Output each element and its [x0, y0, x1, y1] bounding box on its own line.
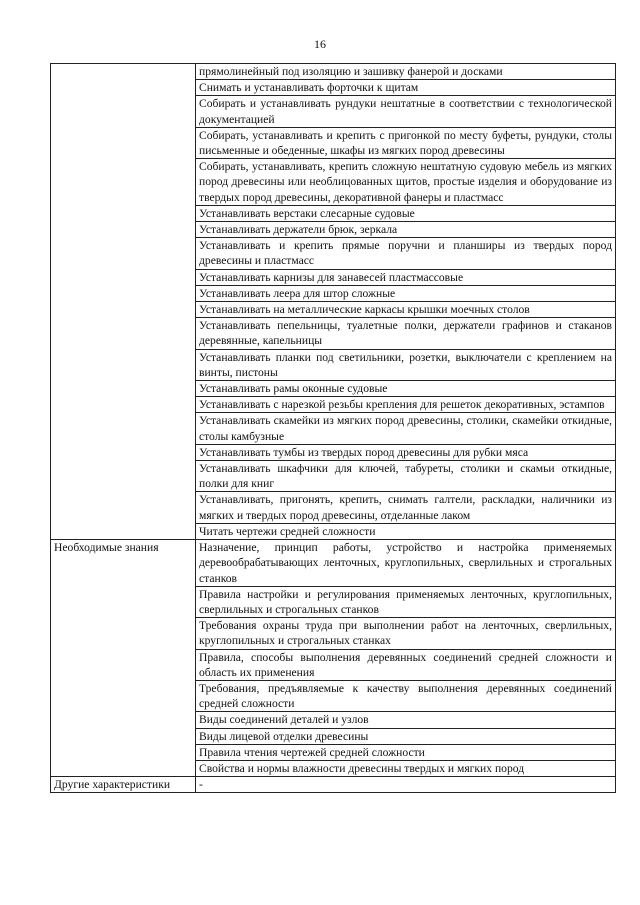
requirement-item: прямолинейный под изоляцию и зашивку фанерой и досками	[196, 64, 616, 80]
requirement-item: Правила, способы выполнения деревянных соединений средней сложности и область их применения	[196, 649, 616, 680]
requirement-item: Устанавливать держатели брюк, зеркала	[196, 222, 616, 238]
requirement-item: Устанавливать пепельницы, туалетные полки, держатели графинов и стаканов деревянные, капельницы	[196, 318, 616, 349]
requirement-item: Устанавливать верстаки слесарные судовые	[196, 205, 616, 221]
requirement-item: Устанавливать шкафчики для ключей, табуреты, столики и скамьи откидные, полки для книг	[196, 461, 616, 492]
requirement-item: Устанавливать карнизы для занавесей пластмассовые	[196, 269, 616, 285]
table-row	[51, 777, 616, 793]
requirement-item: Устанавливать на металлические каркасы крышки моечных столов	[196, 302, 616, 318]
requirement-item: Назначение, принцип работы, устройство и настройка применяемых деревообрабатывающих ленточных, круглопильных, сверлильных и строгальных станков	[196, 540, 616, 587]
requirement-item: Правила настройки и регулирования применяемых ленточных, круглопильных, сверлильных и строгальных станков	[196, 586, 616, 617]
requirement-item: Читать чертежи средней сложности	[196, 523, 616, 539]
requirement-item: Устанавливать и крепить прямые поручни и планширы из твердых пород древесины и пластмасс	[196, 238, 616, 269]
page-number: 16	[314, 37, 326, 51]
requirement-item: Устанавливать тумбы из твердых пород древесины для рубки мяса	[196, 444, 616, 460]
requirement-item: Требования, предъявляемые к качеству выполнения деревянных соединений средней сложности	[196, 680, 616, 711]
requirement-item: Устанавливать рамы оконные судовые	[196, 381, 616, 397]
requirement-item: Собирать, устанавливать и крепить с пригонкой по месту буфеты, рундуки, столы письменные и обеденные, шкафы из мягких пород древесины	[196, 127, 616, 158]
requirement-item: Устанавливать леера для штор сложные	[196, 285, 616, 301]
section-label: Другие характеристики	[51, 777, 196, 793]
section-label	[51, 64, 196, 540]
requirement-item: Свойства и нормы влажности древесины твердых и мягких пород	[196, 760, 616, 776]
requirement-item: Требования охраны труда при выполнении работ на ленточных, сверлильных, круглопильных и строгальных станках	[196, 618, 616, 649]
requirement-item: Собирать и устанавливать рундуки нештатные в соответствии с технологической документацией	[196, 96, 616, 127]
requirement-item: Виды соединений деталей и узлов	[196, 712, 616, 728]
requirement-item: Устанавливать, пригонять, крепить, снимать галтели, раскладки, наличники из мягких и твердых пород древесины, отделанные лаком	[196, 492, 616, 523]
competency-table	[50, 63, 616, 793]
requirement-item: Снимать и устанавливать форточки к щитам	[196, 80, 616, 96]
table-row	[51, 64, 616, 80]
requirement-item: Устанавливать скамейки из мягких пород древесины, столики, скамейки откидные, столы камбузные	[196, 413, 616, 444]
table-row	[51, 540, 616, 587]
requirement-item: Устанавливать планки под светильники, розетки, выключатели с креплением на винты, пистоны	[196, 349, 616, 380]
requirement-item: Виды лицевой отделки древесины	[196, 728, 616, 744]
section-label: Необходимые знания	[51, 540, 196, 777]
requirement-item: -	[196, 777, 616, 793]
requirement-item: Собирать, устанавливать, крепить сложную нештатную судовую мебель из мягких пород древесины или необлицованных щитов, простые изделия и оборудование из твердых пород древесины, декоративной фанеры и пластмасс	[196, 159, 616, 206]
requirement-item: Правила чтения чертежей средней сложности	[196, 744, 616, 760]
requirement-item: Устанавливать с нарезкой резьбы крепления для решеток декоративных, эстампов	[196, 397, 616, 413]
